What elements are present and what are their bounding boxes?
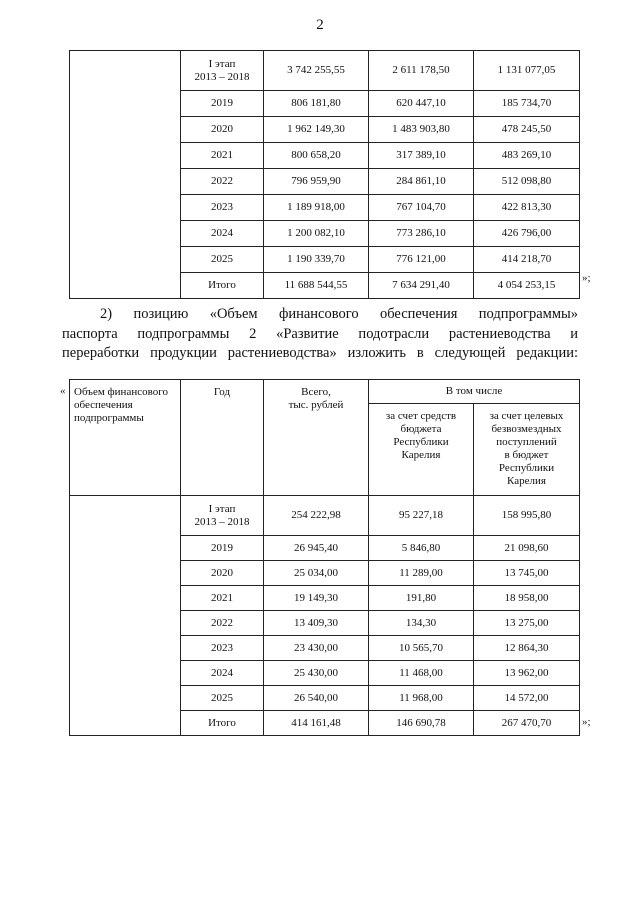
table2-closing-mark: »; <box>582 716 591 728</box>
cell-total: 26 540,00 <box>264 686 369 711</box>
cell-grants: 1 131 077,05 <box>474 51 580 91</box>
cell-year: 2019 <box>181 536 264 561</box>
cell-year: 2022 <box>181 169 264 195</box>
table-row <box>70 496 580 536</box>
cell-total: 13 409,30 <box>264 611 369 636</box>
paragraph-line-2 <box>62 325 578 344</box>
cell-budget: 7 634 291,40 <box>369 273 474 299</box>
table-row <box>70 51 580 91</box>
cell-total: 25 034,00 <box>264 561 369 586</box>
blank-label-cell <box>70 496 181 736</box>
cell-grants: 13 962,00 <box>474 661 580 686</box>
cell-total: 11 688 544,55 <box>264 273 369 299</box>
cell-year: 2022 <box>181 611 264 636</box>
cell-budget: 134,30 <box>369 611 474 636</box>
cell-budget: 95 227,18 <box>369 496 474 536</box>
cell-budget: 767 104,70 <box>369 195 474 221</box>
cell-total: 1 200 082,10 <box>264 221 369 247</box>
financing-table-subprogram-2 <box>69 379 580 736</box>
paragraph-line-3 <box>62 344 578 363</box>
cell-year: 2019 <box>181 91 264 117</box>
cell-grants: 4 054 253,15 <box>474 273 580 299</box>
cell-total: 1 962 149,30 <box>264 117 369 143</box>
cell-budget: 284 861,10 <box>369 169 474 195</box>
cell-year: 2021 <box>181 143 264 169</box>
cell-total: 3 742 255,55 <box>264 51 369 91</box>
cell-budget: 1 483 903,80 <box>369 117 474 143</box>
cell-grants: 422 813,30 <box>474 195 580 221</box>
cell-year: 2025 <box>181 247 264 273</box>
cell-total: 23 430,00 <box>264 636 369 661</box>
cell-grants: 426 796,00 <box>474 221 580 247</box>
cell-total: 796 959,90 <box>264 169 369 195</box>
cell-grants: 21 098,60 <box>474 536 580 561</box>
cell-year: 2024 <box>181 661 264 686</box>
cell-grants: 414 218,70 <box>474 247 580 273</box>
table2-body <box>70 380 580 736</box>
cell-year: 2023 <box>181 195 264 221</box>
paragraph-line-2-text: паспорта подпрограммы 2 «Развитие подотрасли растениеводства и <box>62 326 578 342</box>
cell-total: 1 189 918,00 <box>264 195 369 221</box>
header-year: Год <box>181 380 264 496</box>
cell-budget: 146 690,78 <box>369 711 474 736</box>
cell-year: 2020 <box>181 561 264 586</box>
cell-year: 2023 <box>181 636 264 661</box>
cell-budget: 11 968,00 <box>369 686 474 711</box>
cell-year: 2021 <box>181 586 264 611</box>
cell-grants: 185 734,70 <box>474 91 580 117</box>
paragraph-line-1 <box>62 305 578 324</box>
cell-year: 2020 <box>181 117 264 143</box>
cell-budget: 620 447,10 <box>369 91 474 117</box>
cell-total: 254 222,98 <box>264 496 369 536</box>
cell-year: I этап 2013 – 2018 <box>181 496 264 536</box>
cell-budget: 10 565,70 <box>369 636 474 661</box>
cell-grants: 13 275,00 <box>474 611 580 636</box>
cell-total: 1 190 339,70 <box>264 247 369 273</box>
cell-year: 2025 <box>181 686 264 711</box>
financing-table-continued <box>69 50 580 299</box>
cell-total: 414 161,48 <box>264 711 369 736</box>
cell-grants: 512 098,80 <box>474 169 580 195</box>
header-total: Всего, тыс. рублей <box>264 380 369 496</box>
cell-year: 2024 <box>181 221 264 247</box>
cell-budget: 5 846,80 <box>369 536 474 561</box>
cell-budget: 2 611 178,50 <box>369 51 474 91</box>
cell-year: I этап 2013 – 2018 <box>181 51 264 91</box>
cell-grants: 267 470,70 <box>474 711 580 736</box>
cell-total: 806 181,80 <box>264 91 369 117</box>
cell-budget: 11 468,00 <box>369 661 474 686</box>
cell-grants: 483 269,10 <box>474 143 580 169</box>
cell-budget: 317 389,10 <box>369 143 474 169</box>
cell-budget: 776 121,00 <box>369 247 474 273</box>
cell-grants: 18 958,00 <box>474 586 580 611</box>
paragraph-line-3-text: переработки продукции растениеводства» изложить в следующей редакции: <box>62 345 578 361</box>
header-financing-volume: Объем финансового обеспечения подпрограммы <box>70 380 181 496</box>
cell-total: 26 945,40 <box>264 536 369 561</box>
cell-year: Итого <box>181 273 264 299</box>
cell-year: Итого <box>181 711 264 736</box>
cell-grants: 12 864,30 <box>474 636 580 661</box>
cell-total: 19 149,30 <box>264 586 369 611</box>
page-number: 2 <box>316 17 324 33</box>
cell-budget: 773 286,10 <box>369 221 474 247</box>
table1-closing-mark: »; <box>582 272 591 284</box>
cell-grants: 158 995,80 <box>474 496 580 536</box>
cell-grants: 14 572,00 <box>474 686 580 711</box>
cell-grants: 478 245,50 <box>474 117 580 143</box>
cell-budget: 191,80 <box>369 586 474 611</box>
header-including: В том числе <box>369 380 580 404</box>
header-targeted-grants: за счет целевых безвозмездных поступлений в бюджет Республики Карелия <box>474 404 580 496</box>
cell-budget: 11 289,00 <box>369 561 474 586</box>
cell-total: 800 658,20 <box>264 143 369 169</box>
blank-label-cell <box>70 51 181 299</box>
cell-grants: 13 745,00 <box>474 561 580 586</box>
cell-total: 25 430,00 <box>264 661 369 686</box>
header-budget-funds: за счет средств бюджета Республики Карелия <box>369 404 474 496</box>
table2-opening-mark: « <box>60 385 66 397</box>
paragraph-line-1-text: 2) позицию «Объем финансового обеспечения подпрограммы» <box>100 306 578 322</box>
table1-body <box>70 51 580 299</box>
